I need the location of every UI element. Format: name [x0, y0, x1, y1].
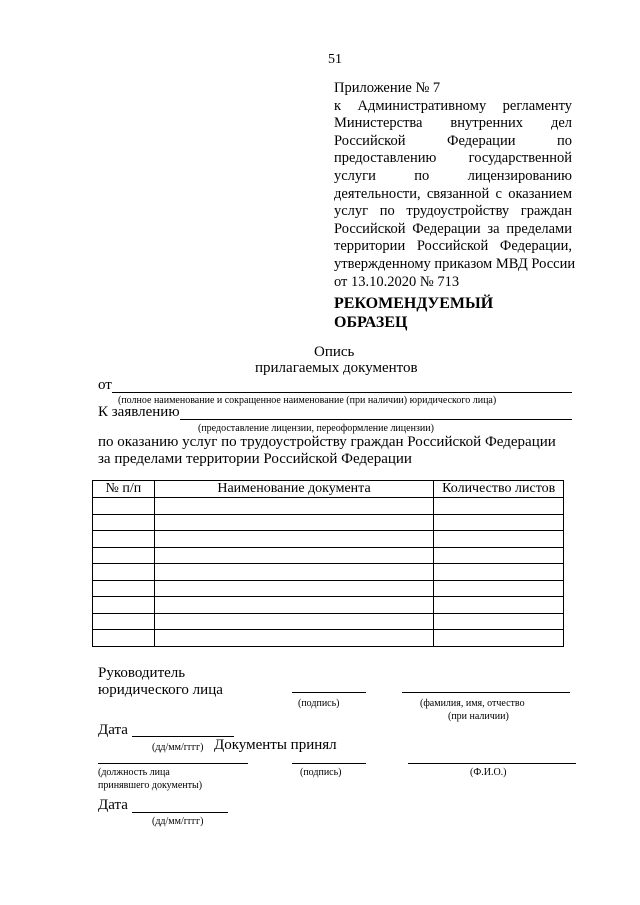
- cell-document-name[interactable]: [154, 630, 434, 647]
- appendix-line: от 13.10.2020 № 713: [334, 273, 460, 290]
- appendix-line: Приложение № 7: [334, 80, 441, 96]
- appendix-line: к Административному регламенту: [334, 97, 572, 114]
- cell-document-name[interactable]: [154, 564, 434, 581]
- recommended-sample-label: [334, 294, 493, 332]
- cell-document-name[interactable]: [154, 613, 434, 630]
- cell-sheet-count[interactable]: [434, 580, 564, 597]
- cell-document-name[interactable]: [154, 531, 434, 548]
- date1-hint: (дд/мм/гггг): [152, 742, 204, 753]
- cell-document-name[interactable]: [154, 580, 434, 597]
- cell-number[interactable]: [93, 597, 155, 614]
- received-label: Документы принял: [214, 737, 337, 753]
- appendix-line: Российской Федерации по: [334, 132, 572, 149]
- purpose-line2: за пределами территории Российской Федерации: [98, 451, 412, 467]
- application-label: К заявлению: [98, 404, 180, 420]
- cell-document-name[interactable]: [154, 498, 434, 515]
- received-name-line[interactable]: [408, 763, 576, 764]
- cell-sheet-count[interactable]: [434, 547, 564, 564]
- cell-document-name[interactable]: [154, 514, 434, 531]
- cell-sheet-count[interactable]: [434, 613, 564, 630]
- table-row: [93, 531, 564, 548]
- cell-sheet-count[interactable]: [434, 498, 564, 515]
- cell-sheet-count[interactable]: [434, 564, 564, 581]
- table-row: [93, 613, 564, 630]
- document-subtitle: прилагаемых документов: [255, 360, 418, 376]
- received-position-hint-1: (должность лица: [98, 767, 170, 778]
- appendix-header: [334, 80, 576, 291]
- table-row: [93, 564, 564, 581]
- cell-document-name[interactable]: [154, 547, 434, 564]
- cell-number[interactable]: [93, 613, 155, 630]
- head-name-hint-1: (фамилия, имя, отчество: [420, 698, 525, 709]
- received-signature-line[interactable]: [292, 763, 366, 764]
- date2-label: Дата: [98, 797, 128, 813]
- recommended-line1: РЕКОМЕНДУЕМЫЙ: [334, 295, 494, 312]
- documents-table: [92, 480, 564, 647]
- head-signature-line[interactable]: [292, 692, 366, 693]
- appendix-line: услуг по трудоустройству граждан: [334, 203, 572, 220]
- received-signature-hint: (подпись): [300, 767, 342, 778]
- table-body: [93, 498, 564, 647]
- appendix-line: предоставлению государственной: [334, 150, 572, 167]
- recommended-line2: ОБРАЗЕЦ: [334, 314, 408, 331]
- header-sheet-count: Количество листов: [434, 481, 564, 498]
- date1-label: Дата: [98, 722, 128, 738]
- header-document-name: Наименование документа: [154, 481, 434, 498]
- appendix-line: услуги по лицензированию: [334, 167, 572, 184]
- table-row: [93, 547, 564, 564]
- application-field-line[interactable]: [180, 419, 572, 420]
- table-header-row: [93, 481, 564, 498]
- head-label-line2: юридического лица: [98, 682, 223, 698]
- table-row: [93, 597, 564, 614]
- cell-number[interactable]: [93, 547, 155, 564]
- purpose-line1: по оказанию услуг по трудоустройству граждан Российской Федерации: [98, 434, 556, 450]
- date2-hint: (дд/мм/гггг): [152, 816, 204, 827]
- received-name-hint: (Ф.И.О.): [470, 767, 507, 778]
- table-row: [93, 498, 564, 515]
- cell-number[interactable]: [93, 564, 155, 581]
- appendix-line: территории Российской Федерации,: [334, 238, 572, 255]
- table-row: [93, 514, 564, 531]
- page-number: 51: [328, 52, 342, 67]
- cell-sheet-count[interactable]: [434, 531, 564, 548]
- head-signature-hint: (подпись): [298, 698, 340, 709]
- cell-number[interactable]: [93, 498, 155, 515]
- head-name-line[interactable]: [402, 692, 570, 693]
- appendix-line: Российской Федерации за пределами: [334, 220, 572, 237]
- cell-number[interactable]: [93, 514, 155, 531]
- received-position-line[interactable]: [98, 763, 248, 764]
- cell-sheet-count[interactable]: [434, 597, 564, 614]
- from-hint: (полное наименование и сокращенное наименование (при наличии) юридического лица): [118, 395, 497, 406]
- head-label-line1: Руководитель: [98, 665, 186, 681]
- table-row: [93, 630, 564, 647]
- appendix-line: деятельности, связанной с оказанием: [334, 185, 572, 202]
- appendix-line: Министерства внутренних дел: [334, 115, 572, 132]
- document-title: Опись: [314, 344, 355, 360]
- application-hint: (предоставление лицензии, переоформление лицензии): [198, 423, 434, 434]
- cell-number[interactable]: [93, 531, 155, 548]
- cell-sheet-count[interactable]: [434, 514, 564, 531]
- received-position-hint-2: принявшего документы): [98, 780, 203, 791]
- head-name-hint-2: (при наличии): [448, 711, 509, 722]
- cell-sheet-count[interactable]: [434, 630, 564, 647]
- header-number: № п/п: [93, 481, 155, 498]
- appendix-line: утвержденному приказом МВД России: [334, 255, 576, 272]
- table-row: [93, 580, 564, 597]
- cell-number[interactable]: [93, 630, 155, 647]
- cell-document-name[interactable]: [154, 597, 434, 614]
- date2-field-line[interactable]: [132, 812, 228, 813]
- cell-number[interactable]: [93, 580, 155, 597]
- from-field-line[interactable]: [112, 392, 572, 393]
- from-label: от: [98, 377, 112, 393]
